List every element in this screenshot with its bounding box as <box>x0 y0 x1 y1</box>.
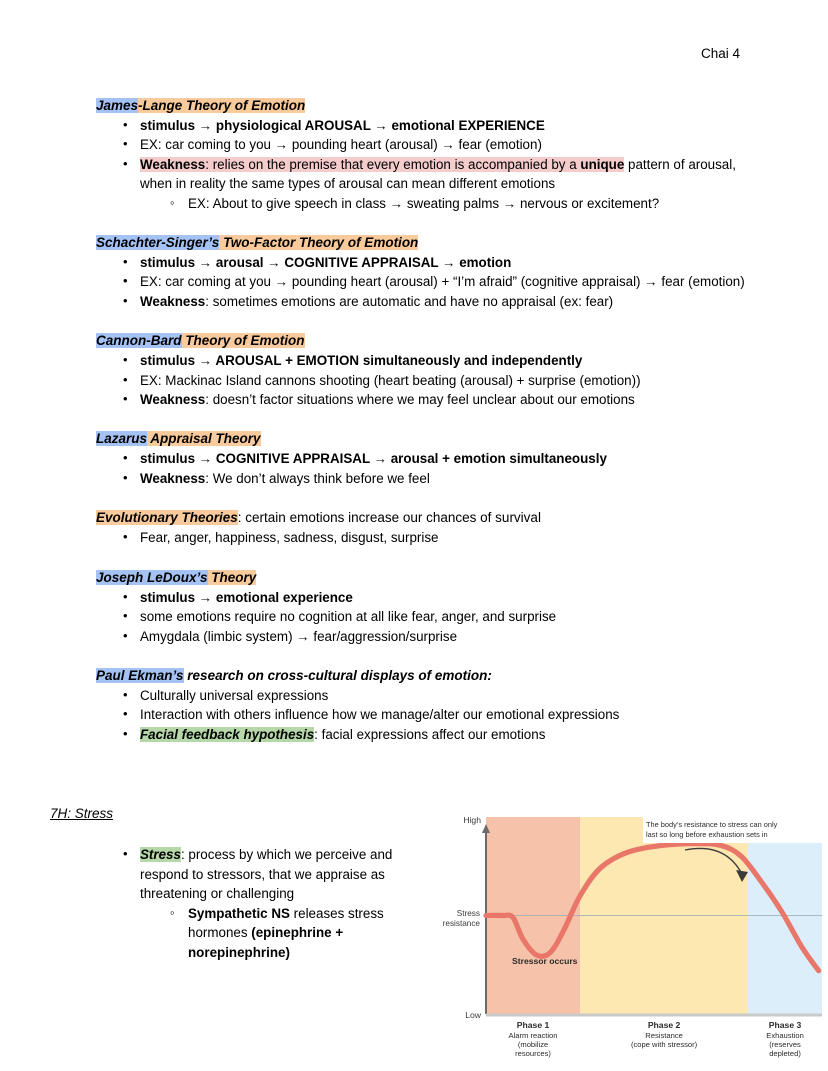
stress-definition-block <box>96 845 441 962</box>
section-schachter-singer <box>96 233 746 311</box>
bullet-list <box>96 686 746 744</box>
y-axis-low-label: Low <box>465 1010 481 1020</box>
list-item: • Weakness: sometimes emotions are automatic and have no appraisal (ex: fear) <box>140 292 746 311</box>
heading-rest-highlight: Evolutionary Theories <box>96 510 238 526</box>
section-heading <box>96 508 746 527</box>
list-item: • Weakness: doesn’t factor situations where we may feel unclear about our emotions <box>140 390 746 409</box>
list-item: ◦ EX: About to give speech in class → sweating palms → nervous or excitement? <box>188 194 746 213</box>
list-item: • EX: Mackinac Island cannons shooting (heart beating (arousal) + surprise (emotion)) <box>140 371 746 390</box>
section-cannon-bard <box>96 331 746 409</box>
section-heading <box>96 568 746 587</box>
list-item: • stimulus → AROUSAL + EMOTION simultaneously and independently <box>140 351 746 370</box>
y-axis-title-line1: Stress <box>456 909 480 918</box>
phase-label-text: Resistance <box>645 1031 683 1040</box>
list-item: • EX: car coming at you → pounding heart (arousal) + “I’m afraid” (cognitive appraisal) → fear (emotion) <box>140 272 746 291</box>
section-heading <box>96 233 746 252</box>
section-heading <box>96 666 746 685</box>
general-adaptation-syndrome-chart <box>440 812 828 1071</box>
heading-rest-highlight: Theory <box>207 569 257 585</box>
list-item: • Fear, anger, happiness, sadness, disgust, surprise <box>140 528 746 547</box>
section-heading <box>96 429 746 448</box>
list-item: ◦ Sympathetic NS releases stress hormones (epinephrine + norepinephrine) <box>188 904 441 962</box>
subheading-stress: 7H: Stress <box>50 806 114 821</box>
bullet-list <box>96 253 746 311</box>
term-highlight: Stress <box>140 847 181 862</box>
list-item: • Weakness: relies on the premise that every emotion is accompanied by a unique pattern of arousal, when in reality the same types of arousal can mean different emotions ◦ EX: About to give speech in class → sweating palms → nervous or excitement? <box>140 155 746 213</box>
bullet-list <box>96 449 746 488</box>
section-lazarus <box>96 429 746 488</box>
phase-label-text: resources) <box>515 1049 551 1058</box>
chart-svg <box>440 812 828 1071</box>
phase-label-text: (mobilize <box>517 1040 549 1049</box>
list-item: • Facial feedback hypothesis: facial expressions affect our emotions <box>140 725 746 744</box>
list-item: • stimulus → physiological AROUSAL → emotional EXPERIENCE <box>140 116 746 135</box>
section-james-lange <box>96 96 746 213</box>
list-item: • stimulus → emotional experience <box>140 588 746 607</box>
phase-label-text: (reserves <box>769 1040 801 1049</box>
heading-name-highlight: Schachter-Singer’s <box>96 235 220 251</box>
heading-name-highlight: Joseph LeDoux’s <box>96 569 208 585</box>
section-ledoux <box>96 568 746 646</box>
section-ekman <box>96 666 746 744</box>
heading-rest-highlight: Appraisal Theory <box>147 431 261 447</box>
bullet-list <box>96 116 746 213</box>
heading-rest-highlight: Two-Factor Theory of Emotion <box>219 235 419 251</box>
phase-label-text: Exhaustion <box>766 1031 804 1040</box>
bullet-list <box>96 351 746 409</box>
phase-label-text: depleted) <box>769 1049 801 1058</box>
list-item: • stimulus → arousal → COGNITIVE APPRAISAL → emotion <box>140 253 746 272</box>
list-item: • stimulus → COGNITIVE APPRAISAL → arousal + emotion simultaneously <box>140 449 746 468</box>
heading-name-highlight: James <box>96 98 139 113</box>
running-head: Chai 4 <box>700 46 740 61</box>
section-heading <box>96 331 746 350</box>
list-item: • Weakness: We don’t always think before we feel <box>140 469 746 488</box>
notes-body <box>96 96 746 748</box>
heading-rest-highlight: Theory of Emotion <box>181 333 305 349</box>
section-heading <box>96 96 746 115</box>
bullet-list <box>96 588 746 646</box>
sub-bullet-list <box>140 904 441 962</box>
phase-label-text: Phase 1 <box>516 1020 550 1030</box>
phase-label-text: Phase 2 <box>647 1020 681 1030</box>
heading-name-highlight: Lazarus <box>96 431 148 447</box>
heading-plain-text: research on cross-cultural displays of emotion: <box>183 667 492 683</box>
y-axis-high-label: High <box>463 815 481 825</box>
phase-label-text: Phase 3 <box>768 1020 802 1030</box>
y-axis-title-line2: resistance <box>442 919 480 928</box>
sub-bullet-list <box>140 194 746 213</box>
list-item: • Stress: process by which we perceive and respond to stressors, that we appraise as threatening or challenging ◦ Sympathetic NS releases stress hormones (epinephrine + norepinephrine) <box>140 845 441 962</box>
phase-labels <box>509 1020 804 1058</box>
list-item: • some emotions require no cognition at all like fear, anger, and surprise <box>140 607 746 626</box>
heading-rest-highlight: -Lange Theory of Emotion <box>138 98 306 113</box>
stressor-label: Stressor occurs <box>512 956 578 966</box>
weakness-highlight: Weakness: relies on the premise that every emotion is accompanied by a unique <box>140 156 625 172</box>
phase-label-text: (cope with stressor) <box>630 1040 698 1049</box>
heading-name-highlight: Paul Ekman’s <box>96 667 184 683</box>
svg-text:The body’s resistance to stres: The body’s resistance to stress can only <box>646 820 778 829</box>
list-item: • Culturally universal expressions <box>140 686 746 705</box>
heading-name-highlight: Cannon-Bard <box>96 333 182 349</box>
bullet-list <box>96 845 441 962</box>
bullet-list <box>96 528 746 547</box>
phase-label-text: Alarm reaction <box>508 1031 558 1040</box>
list-item: • EX: car coming to you → pounding heart (arousal) → fear (emotion) <box>140 135 746 154</box>
svg-text:last so long before exhaustion: last so long before exhaustion sets in <box>646 830 768 839</box>
list-item: • Interaction with others influence how we manage/alter our emotional expressions <box>140 705 746 724</box>
term-highlight: Facial feedback hypothesis <box>140 726 315 742</box>
heading-plain-text: : certain emotions increase our chances of survival <box>237 510 541 526</box>
section-evolutionary <box>96 508 746 547</box>
list-item: • Amygdala (limbic system) → fear/aggression/surprise <box>140 627 746 646</box>
